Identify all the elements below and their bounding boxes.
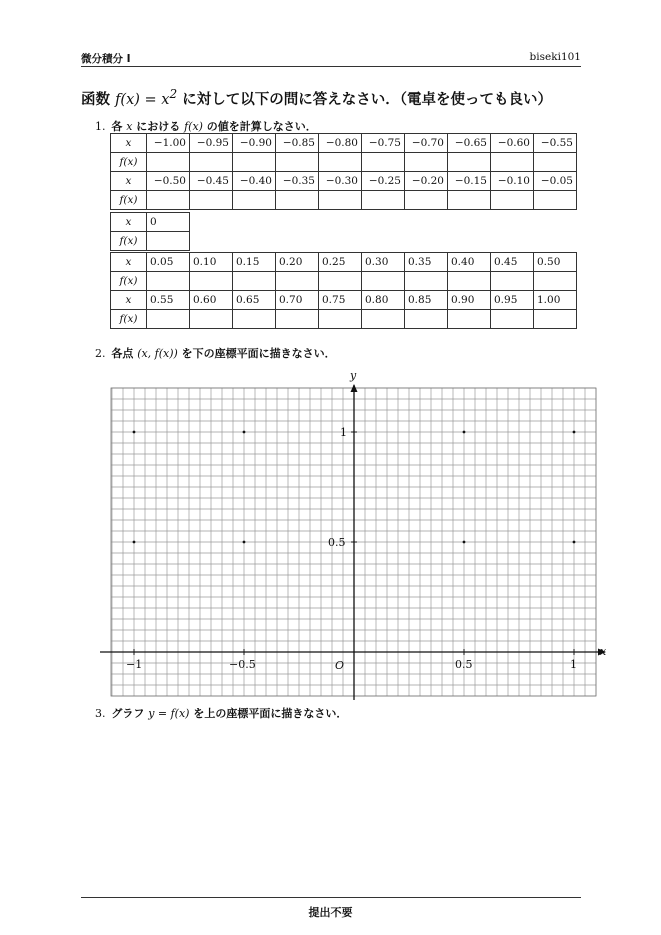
fx-label-cell: f(x) — [111, 272, 147, 291]
x-value-cell: −1.00 — [147, 134, 190, 153]
question-math: (x, f(x)) — [137, 347, 178, 360]
x-axis-label: x — [600, 645, 607, 658]
x-value-cell: −0.75 — [362, 134, 405, 153]
fx-answer-cell[interactable] — [147, 191, 190, 210]
reference-dot — [463, 541, 466, 544]
fx-answer-cell[interactable] — [147, 153, 190, 172]
fx-answer-cell[interactable] — [448, 310, 491, 329]
fx-answer-cell[interactable] — [405, 272, 448, 291]
x-value-cell: −0.45 — [190, 172, 233, 191]
x-value-cell: 0.95 — [491, 291, 534, 310]
fx-answer-cell[interactable] — [448, 191, 491, 210]
question-1 — [95, 118, 317, 134]
x-value-cell: −0.85 — [276, 134, 319, 153]
reference-dot — [133, 431, 136, 434]
question-text: を上の座標平面に描きなさい． — [189, 707, 348, 720]
x-value-cell: 0.90 — [448, 291, 491, 310]
fx-answer-cell[interactable] — [362, 153, 405, 172]
origin-label: O — [335, 659, 345, 672]
question-text: の値を計算しなさい． — [202, 120, 317, 133]
fx-answer-cell[interactable] — [405, 310, 448, 329]
x-label-cell: x — [111, 291, 147, 310]
x-value-cell: 0 — [147, 213, 190, 232]
fx-answer-cell[interactable] — [362, 310, 405, 329]
title-function: f(x) = x — [115, 91, 170, 108]
table-row — [111, 272, 577, 291]
fx-answer-cell[interactable] — [405, 191, 448, 210]
x-tick-label: 0.5 — [455, 658, 473, 671]
x-value-cell: −0.35 — [276, 172, 319, 191]
x-value-cell: −0.90 — [233, 134, 276, 153]
question-number: 3. — [95, 707, 106, 720]
question-text: を下の座標平面に描きなさい． — [177, 347, 336, 360]
fx-answer-cell[interactable] — [448, 153, 491, 172]
x-value-cell: −0.05 — [534, 172, 577, 191]
fx-answer-cell[interactable] — [491, 272, 534, 291]
fx-answer-cell[interactable] — [534, 310, 577, 329]
question-text: グラフ — [111, 707, 149, 720]
x-value-cell: 0.15 — [233, 253, 276, 272]
y-tick-label: 1 — [340, 426, 347, 439]
x-value-cell: −0.50 — [147, 172, 190, 191]
x-value-cell: −0.80 — [319, 134, 362, 153]
title-suffix: に対して以下の問に答えなさい．（電卓を使っても良い） — [177, 91, 552, 108]
fx-answer-cell[interactable] — [491, 191, 534, 210]
table-row — [111, 310, 577, 329]
x-label-cell: x — [111, 172, 147, 191]
x-value-cell: 0.45 — [491, 253, 534, 272]
fx-answer-cell[interactable] — [276, 272, 319, 291]
title-exponent: 2 — [169, 87, 178, 101]
x-label-cell: x — [111, 134, 147, 153]
fx-answer-cell[interactable] — [319, 153, 362, 172]
reference-dot — [243, 431, 246, 434]
fx-answer-cell[interactable] — [276, 191, 319, 210]
question-number: 2. — [95, 347, 106, 360]
reference-dot — [133, 541, 136, 544]
x-value-cell: −0.15 — [448, 172, 491, 191]
x-value-cell: 0.75 — [319, 291, 362, 310]
value-table-positive — [110, 252, 577, 329]
value-table-negative — [110, 133, 577, 210]
x-value-cell: 0.40 — [448, 253, 491, 272]
x-value-cell: 0.35 — [405, 253, 448, 272]
x-value-cell: 0.25 — [319, 253, 362, 272]
fx-answer-cell[interactable] — [190, 191, 233, 210]
problem-title — [81, 87, 552, 109]
table-row — [111, 191, 577, 210]
x-value-cell: −0.25 — [362, 172, 405, 191]
x-tick-label: −1 — [126, 658, 143, 671]
footer-divider — [81, 897, 581, 898]
x-value-cell: −0.10 — [491, 172, 534, 191]
fx-label-cell: f(x) — [111, 191, 147, 210]
table-row — [111, 153, 577, 172]
question-math: f(x) — [184, 120, 203, 133]
x-value-cell: 0.60 — [190, 291, 233, 310]
table-row — [111, 134, 577, 153]
x-value-cell: −0.20 — [405, 172, 448, 191]
x-value-cell: 0.20 — [276, 253, 319, 272]
fx-answer-cell[interactable] — [319, 310, 362, 329]
x-value-cell: 0.30 — [362, 253, 405, 272]
x-value-cell: 0.65 — [233, 291, 276, 310]
fx-answer-cell[interactable] — [276, 153, 319, 172]
fx-answer-cell[interactable] — [190, 272, 233, 291]
fx-answer-cell[interactable] — [534, 191, 577, 210]
fx-label-cell: f(x) — [111, 310, 147, 329]
fx-answer-cell[interactable] — [534, 272, 577, 291]
y-axis-label: y — [350, 369, 357, 382]
y-tick-label: 0.5 — [328, 536, 346, 549]
x-value-cell: 0.05 — [147, 253, 190, 272]
question-math: x — [126, 120, 133, 133]
x-value-cell: −0.60 — [491, 134, 534, 153]
fx-answer-cell[interactable] — [276, 310, 319, 329]
table-row — [111, 213, 190, 232]
x-value-cell: −0.70 — [405, 134, 448, 153]
fx-answer-cell[interactable] — [190, 310, 233, 329]
x-tick-label: 1 — [570, 658, 577, 671]
fx-answer-cell[interactable] — [405, 153, 448, 172]
fx-answer-cell[interactable] — [233, 191, 276, 210]
fx-answer-cell[interactable] — [491, 153, 534, 172]
x-value-cell: 1.00 — [534, 291, 577, 310]
fx-answer-cell[interactable] — [319, 272, 362, 291]
fx-answer-cell[interactable] — [448, 272, 491, 291]
x-value-cell: −0.30 — [319, 172, 362, 191]
x-label-cell: x — [111, 253, 147, 272]
fx-answer-cell[interactable] — [147, 310, 190, 329]
fx-answer-cell[interactable] — [233, 310, 276, 329]
footer-note: 提出不要 — [308, 906, 353, 919]
fx-answer-cell[interactable] — [147, 272, 190, 291]
reference-dot — [573, 541, 576, 544]
question-text: 各点 — [111, 347, 138, 360]
fx-answer-cell[interactable] — [147, 232, 190, 251]
question-text: 各 — [111, 120, 127, 133]
reference-dot — [573, 431, 576, 434]
fx-label-cell: f(x) — [111, 153, 147, 172]
question-number: 1. — [95, 120, 106, 133]
x-value-cell: 0.70 — [276, 291, 319, 310]
x-value-cell: −0.95 — [190, 134, 233, 153]
x-value-cell: 0.10 — [190, 253, 233, 272]
table-row — [111, 291, 577, 310]
title-prefix: 函数 — [81, 91, 116, 108]
table-row — [111, 253, 577, 272]
fx-answer-cell[interactable] — [190, 153, 233, 172]
x-value-cell: 0.50 — [534, 253, 577, 272]
fx-answer-cell[interactable] — [534, 153, 577, 172]
reference-dot — [243, 541, 246, 544]
question-2 — [95, 345, 336, 361]
x-value-cell: −0.65 — [448, 134, 491, 153]
x-tick-label: −0.5 — [229, 658, 256, 671]
reference-dot — [463, 431, 466, 434]
fx-answer-cell[interactable] — [319, 191, 362, 210]
page-header — [81, 50, 581, 67]
question-math: y = f(x) — [148, 707, 190, 720]
table-row — [111, 172, 577, 191]
fx-label-cell: f(x) — [111, 232, 147, 251]
x-value-cell: −0.40 — [233, 172, 276, 191]
value-table-zero — [110, 212, 190, 251]
x-value-cell: 0.55 — [147, 291, 190, 310]
fx-answer-cell[interactable] — [233, 272, 276, 291]
table-row — [111, 232, 190, 251]
x-value-cell: 0.85 — [405, 291, 448, 310]
fx-answer-cell[interactable] — [233, 153, 276, 172]
x-label-cell: x — [111, 213, 147, 232]
coordinate-plane[interactable] — [100, 365, 612, 700]
question-text: における — [132, 120, 185, 133]
course-name: 微分積分 I — [81, 53, 131, 65]
fx-answer-cell[interactable] — [362, 272, 405, 291]
document-code: biseki101 — [529, 51, 581, 63]
x-value-cell: 0.80 — [362, 291, 405, 310]
fx-answer-cell[interactable] — [491, 310, 534, 329]
fx-answer-cell[interactable] — [362, 191, 405, 210]
question-3 — [95, 705, 347, 721]
x-value-cell: −0.55 — [534, 134, 577, 153]
